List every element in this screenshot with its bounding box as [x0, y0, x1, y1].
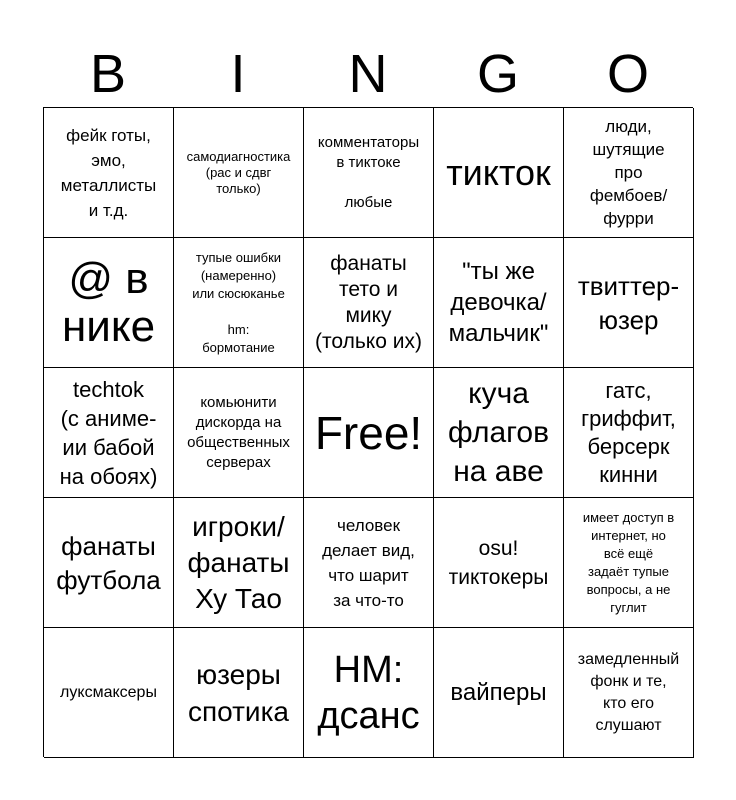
- cell-text: комьюнити дискорда на общественных серверах: [187, 393, 290, 471]
- header-letter-o: O: [606, 44, 649, 104]
- bingo-cell[interactable]: [304, 628, 434, 758]
- header-letter-b: B: [89, 44, 127, 104]
- cell-text: "ты же девочка/ мальчик": [448, 258, 549, 347]
- cell-text: луксмаксеры: [60, 684, 157, 701]
- cell-text: имеет доступ в интернет, но всё ещё задаёт тупые вопросы, а не гуглит: [582, 509, 675, 615]
- bingo-header: [43, 40, 693, 108]
- cell-text: гатс, гриффит, берсерк кинни: [581, 377, 676, 487]
- cell-text: Free!: [314, 406, 423, 459]
- cell-text: фанаты тето и мику (только их): [315, 251, 422, 353]
- cell-text: вайперы: [450, 678, 547, 706]
- cell-text: комментаторы в тиктоке любые: [317, 133, 420, 211]
- bingo-cell[interactable]: [304, 238, 434, 368]
- bingo-cell[interactable]: [174, 368, 304, 498]
- cell-text: игроки/ фанаты Ху Тао: [187, 510, 290, 614]
- cell-text: НМ: дсанс: [317, 648, 420, 737]
- cell-text: люди, шутящие про фембоев/ фурри: [589, 117, 668, 228]
- bingo-cell[interactable]: [564, 498, 694, 628]
- bingo-cell[interactable]: [434, 238, 564, 368]
- cell-text: замедленный фонк и те, кто его слушают: [577, 650, 680, 734]
- bingo-cell[interactable]: [564, 368, 694, 498]
- header-letter-n: N: [348, 44, 388, 104]
- bingo-cell[interactable]: [174, 628, 304, 758]
- bingo-cell[interactable]: [174, 108, 304, 238]
- bingo-cell[interactable]: [44, 238, 174, 368]
- bingo-cell[interactable]: [174, 498, 304, 628]
- cell-text: фейк готы, эмо, металлисты и т.д.: [60, 125, 157, 220]
- bingo-cell[interactable]: [434, 498, 564, 628]
- cell-text: techtok (с аниме- ии бабой на обоях): [59, 376, 158, 489]
- bingo-cell[interactable]: [44, 368, 174, 498]
- bingo-cell[interactable]: [564, 628, 694, 758]
- cell-text: фанаты футбола: [56, 530, 161, 595]
- bingo-cell[interactable]: [434, 368, 564, 498]
- cell-text: тикток: [446, 151, 551, 193]
- cell-text: osu! тиктокеры: [448, 536, 549, 589]
- bingo-cell[interactable]: [434, 108, 564, 238]
- header-letter-i: I: [230, 44, 246, 104]
- cell-text: @ в нике: [61, 253, 156, 351]
- cell-text: твиттер- юзер: [577, 270, 680, 335]
- bingo-grid: [43, 107, 693, 757]
- bingo-cell[interactable]: [44, 498, 174, 628]
- free-cell[interactable]: [304, 368, 434, 498]
- bingo-cell[interactable]: [174, 238, 304, 368]
- cell-text: человек делает вид, что шарит за что-то: [322, 515, 415, 610]
- cell-text: куча флагов на аве: [447, 377, 550, 488]
- bingo-cell[interactable]: [44, 628, 174, 758]
- bingo-cell[interactable]: [304, 498, 434, 628]
- bingo-cell[interactable]: [434, 628, 564, 758]
- bingo-cell[interactable]: [564, 238, 694, 368]
- header-letter-g: G: [476, 44, 519, 104]
- bingo-cell[interactable]: [304, 108, 434, 238]
- cell-text: самодиагностика (рас и сдвг только): [186, 148, 291, 196]
- bingo-cell[interactable]: [564, 108, 694, 238]
- cell-text: юзеры спотика: [187, 658, 290, 727]
- bingo-cell[interactable]: [44, 108, 174, 238]
- cell-text: тупые ошибки (намеренно) или сюсюканье hm: бормотание: [192, 249, 285, 355]
